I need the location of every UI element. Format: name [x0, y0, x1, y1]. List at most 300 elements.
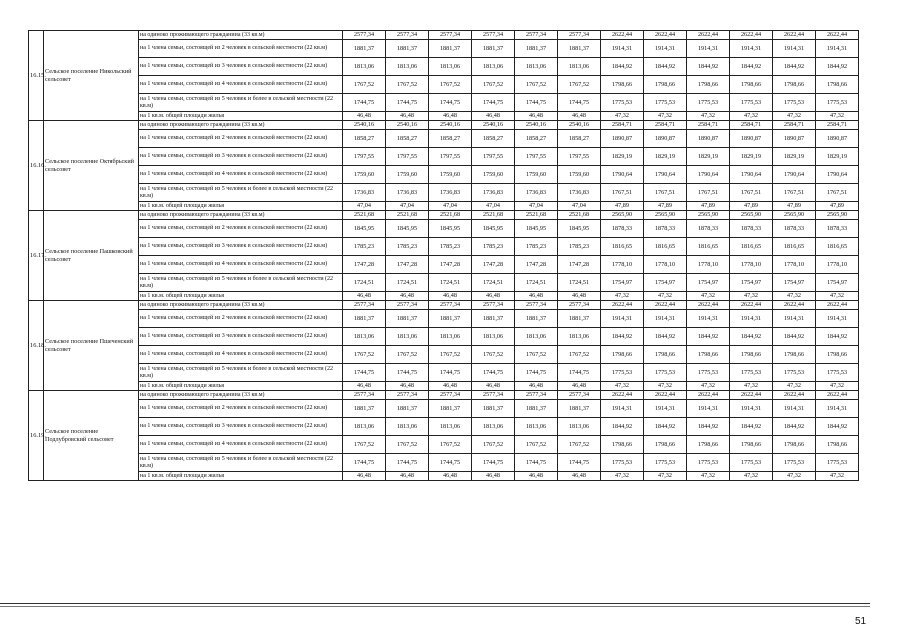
value-cell: 1744,75: [386, 364, 429, 382]
value-cell: 1775,53: [644, 94, 687, 112]
value-cell: 1914,31: [644, 400, 687, 418]
table-row: [29, 301, 859, 310]
value-cell: 2521,68: [343, 211, 386, 220]
value-cell: 1759,60: [515, 166, 558, 184]
value-cell: 1767,51: [773, 184, 816, 202]
table-row: [29, 31, 859, 40]
page-number: 51: [855, 616, 867, 627]
value-cell: 2521,68: [472, 211, 515, 220]
value-cell: 47,32: [644, 112, 687, 121]
table-row: [29, 76, 859, 94]
value-cell: 46,48: [343, 472, 386, 481]
value-cell: 46,48: [558, 472, 601, 481]
table-row: [29, 112, 859, 121]
value-cell: 2622,44: [816, 301, 859, 310]
value-cell: 2622,44: [644, 391, 687, 400]
value-cell: 1845,95: [558, 220, 601, 238]
value-cell: 1844,92: [773, 418, 816, 436]
value-cell: 47,32: [601, 382, 644, 391]
value-cell: 2577,34: [429, 301, 472, 310]
value-cell: 2584,71: [773, 121, 816, 130]
value-cell: 1858,27: [343, 130, 386, 148]
value-cell: 1744,75: [343, 364, 386, 382]
value-cell: 47,32: [644, 292, 687, 301]
value-cell: 2622,44: [644, 301, 687, 310]
row-description: на 1 члена семьи, состоящей из 5 человек и более в сельской местности (22 кв.м): [139, 94, 343, 112]
value-cell: 47,04: [515, 202, 558, 211]
value-cell: 1914,31: [687, 400, 730, 418]
value-cell: 1767,52: [515, 346, 558, 364]
value-cell: 1813,06: [386, 328, 429, 346]
value-cell: 1775,53: [687, 454, 730, 472]
value-cell: 1767,52: [343, 436, 386, 454]
value-cell: 2565,90: [601, 211, 644, 220]
value-cell: 2622,44: [601, 31, 644, 40]
table-row: [29, 184, 859, 202]
value-cell: 47,32: [816, 112, 859, 121]
value-cell: 1858,27: [558, 130, 601, 148]
value-cell: 1775,53: [730, 94, 773, 112]
value-cell: 1798,66: [730, 346, 773, 364]
value-cell: 2577,34: [429, 31, 472, 40]
table-row: [29, 256, 859, 274]
value-cell: 1914,31: [730, 310, 773, 328]
value-cell: 2565,90: [773, 211, 816, 220]
value-cell: 2622,44: [730, 301, 773, 310]
value-cell: 1798,66: [644, 436, 687, 454]
value-cell: 2622,44: [816, 391, 859, 400]
value-cell: 1845,95: [343, 220, 386, 238]
value-cell: 1790,64: [730, 166, 773, 184]
value-cell: 46,48: [429, 112, 472, 121]
value-cell: 1744,75: [472, 94, 515, 112]
value-cell: 1736,83: [558, 184, 601, 202]
value-cell: 1798,66: [773, 436, 816, 454]
value-cell: 1813,06: [558, 58, 601, 76]
value-cell: 1754,97: [730, 274, 773, 292]
value-cell: 1844,92: [816, 58, 859, 76]
value-cell: 1844,92: [687, 328, 730, 346]
value-cell: 1890,87: [687, 130, 730, 148]
value-cell: 1914,31: [773, 400, 816, 418]
value-cell: 1759,60: [472, 166, 515, 184]
value-cell: 1881,37: [429, 40, 472, 58]
value-cell: 1775,53: [601, 364, 644, 382]
value-cell: 1881,37: [558, 310, 601, 328]
value-cell: 1878,33: [644, 220, 687, 238]
value-cell: 1744,75: [429, 94, 472, 112]
value-cell: 46,48: [515, 382, 558, 391]
value-cell: 1798,66: [773, 76, 816, 94]
value-cell: 2622,44: [773, 301, 816, 310]
value-cell: 2577,34: [429, 391, 472, 400]
value-cell: 2622,44: [730, 391, 773, 400]
value-cell: 47,32: [644, 382, 687, 391]
group-index: 16.16.: [29, 121, 44, 211]
row-description: на 1 члена семьи, состоящей из 4 человек в сельской местности (22 кв.м): [139, 346, 343, 364]
value-cell: 1744,75: [515, 454, 558, 472]
page-bottom-rule: [0, 603, 870, 604]
value-cell: 1775,53: [773, 364, 816, 382]
value-cell: 1881,37: [386, 400, 429, 418]
value-cell: 1736,83: [472, 184, 515, 202]
value-cell: 1878,33: [687, 220, 730, 238]
row-description: на 1 члена семьи, состоящей из 5 человек и более в сельской местности (22 кв.м): [139, 184, 343, 202]
value-cell: 1890,87: [601, 130, 644, 148]
value-cell: 47,32: [687, 112, 730, 121]
value-cell: 1798,66: [773, 346, 816, 364]
value-cell: 1778,10: [816, 256, 859, 274]
value-cell: 1744,75: [386, 94, 429, 112]
value-cell: 2622,44: [601, 301, 644, 310]
value-cell: 46,48: [429, 292, 472, 301]
table-row: [29, 202, 859, 211]
value-cell: 1844,92: [644, 328, 687, 346]
value-cell: 2577,34: [343, 391, 386, 400]
value-cell: 1724,51: [515, 274, 558, 292]
value-cell: 47,32: [601, 472, 644, 481]
value-cell: 1775,53: [644, 454, 687, 472]
value-cell: 1813,06: [515, 418, 558, 436]
value-cell: 2565,90: [644, 211, 687, 220]
value-cell: 47,32: [730, 382, 773, 391]
value-cell: 1797,55: [515, 148, 558, 166]
value-cell: 1798,66: [644, 346, 687, 364]
value-cell: 1767,52: [429, 346, 472, 364]
value-cell: 1797,55: [386, 148, 429, 166]
value-cell: 1890,87: [730, 130, 773, 148]
value-cell: 46,48: [429, 472, 472, 481]
value-cell: 47,32: [816, 472, 859, 481]
value-cell: 1785,23: [558, 238, 601, 256]
page-bottom-rule-thin: [0, 606, 870, 607]
value-cell: 1881,37: [472, 400, 515, 418]
value-cell: 1736,83: [515, 184, 558, 202]
value-cell: 1785,23: [515, 238, 558, 256]
value-cell: 1797,55: [558, 148, 601, 166]
value-cell: 1890,87: [773, 130, 816, 148]
value-cell: 2577,34: [386, 391, 429, 400]
value-cell: 1790,64: [644, 166, 687, 184]
value-cell: 1914,31: [601, 400, 644, 418]
value-cell: 2622,44: [773, 31, 816, 40]
value-cell: 47,32: [816, 382, 859, 391]
value-cell: 2622,44: [601, 391, 644, 400]
value-cell: 1881,37: [343, 40, 386, 58]
value-cell: 1724,51: [472, 274, 515, 292]
value-cell: 1744,75: [386, 454, 429, 472]
value-cell: 46,48: [558, 382, 601, 391]
value-cell: 1813,06: [515, 58, 558, 76]
value-cell: 46,48: [343, 112, 386, 121]
table-row: [29, 220, 859, 238]
value-cell: 1790,64: [773, 166, 816, 184]
value-cell: 1798,66: [687, 76, 730, 94]
settlement-name: Сельское поселение Октябрьский сельсовет: [44, 121, 139, 211]
row-description: на 1 члена семьи, состоящей из 3 человек в сельской местности (22 кв.м): [139, 418, 343, 436]
value-cell: 1767,52: [343, 76, 386, 94]
value-cell: 1785,23: [386, 238, 429, 256]
value-cell: 1790,64: [601, 166, 644, 184]
value-cell: 46,48: [472, 292, 515, 301]
row-description: на 1 кв.м. общей площади жилья: [139, 112, 343, 121]
value-cell: 1744,75: [429, 364, 472, 382]
row-description: на 1 кв.м. общей площади жилья: [139, 382, 343, 391]
value-cell: 47,32: [816, 292, 859, 301]
value-cell: 46,48: [472, 112, 515, 121]
value-cell: 1744,75: [343, 94, 386, 112]
value-cell: 1845,95: [429, 220, 472, 238]
value-cell: 47,32: [601, 112, 644, 121]
value-cell: 1767,52: [558, 76, 601, 94]
value-cell: 1767,52: [429, 436, 472, 454]
row-description: на 1 члена семьи, состоящей из 2 человек в сельской местности (22 кв.м): [139, 220, 343, 238]
value-cell: 1798,66: [730, 76, 773, 94]
settlement-name: Сельское поселение Пашковский сельсовет: [44, 211, 139, 301]
table-row: [29, 166, 859, 184]
value-cell: 1829,19: [773, 148, 816, 166]
value-cell: 47,32: [773, 292, 816, 301]
value-cell: 1767,52: [472, 76, 515, 94]
value-cell: 1844,92: [601, 418, 644, 436]
value-cell: 1744,75: [429, 454, 472, 472]
value-cell: 2577,34: [558, 31, 601, 40]
value-cell: 47,32: [773, 382, 816, 391]
value-cell: 47,89: [773, 202, 816, 211]
value-cell: 1775,53: [601, 454, 644, 472]
value-cell: 1813,06: [386, 418, 429, 436]
value-cell: 1844,92: [730, 418, 773, 436]
value-cell: 1798,66: [601, 346, 644, 364]
value-cell: 1778,10: [730, 256, 773, 274]
value-cell: 2584,71: [687, 121, 730, 130]
value-cell: 47,89: [816, 202, 859, 211]
value-cell: 1881,37: [429, 400, 472, 418]
table-row: [29, 121, 859, 130]
value-cell: 2565,90: [816, 211, 859, 220]
value-cell: 1775,53: [730, 364, 773, 382]
row-description: на 1 кв.м. общей площади жилья: [139, 202, 343, 211]
value-cell: 1785,23: [472, 238, 515, 256]
value-cell: 1744,75: [558, 364, 601, 382]
value-cell: 1881,37: [386, 310, 429, 328]
table-row: [29, 130, 859, 148]
value-cell: 1829,19: [816, 148, 859, 166]
value-cell: 1736,83: [429, 184, 472, 202]
value-cell: 1797,55: [429, 148, 472, 166]
value-cell: 47,04: [558, 202, 601, 211]
value-cell: 1845,95: [515, 220, 558, 238]
row-description: на 1 члена семьи, состоящей из 4 человек в сельской местности (22 кв.м): [139, 166, 343, 184]
value-cell: 1767,52: [558, 436, 601, 454]
value-cell: 1914,31: [730, 40, 773, 58]
value-cell: 46,48: [515, 472, 558, 481]
value-cell: 46,48: [343, 292, 386, 301]
row-description: на 1 члена семьи, состоящей из 3 человек в сельской местности (22 кв.м): [139, 328, 343, 346]
value-cell: 1844,92: [687, 58, 730, 76]
value-cell: 1767,52: [429, 76, 472, 94]
value-cell: 1797,55: [472, 148, 515, 166]
value-cell: 1759,60: [343, 166, 386, 184]
value-cell: 2521,68: [386, 211, 429, 220]
value-cell: 1813,06: [515, 328, 558, 346]
value-cell: 2577,34: [343, 31, 386, 40]
value-cell: 46,48: [515, 292, 558, 301]
value-cell: 1767,51: [730, 184, 773, 202]
value-cell: 1767,52: [386, 76, 429, 94]
value-cell: 1778,10: [773, 256, 816, 274]
value-cell: 2521,68: [515, 211, 558, 220]
value-cell: 1914,31: [773, 40, 816, 58]
value-cell: 1767,52: [515, 76, 558, 94]
value-cell: 1881,37: [386, 40, 429, 58]
value-cell: 2540,16: [515, 121, 558, 130]
value-cell: 1858,27: [515, 130, 558, 148]
value-cell: 2577,34: [472, 391, 515, 400]
value-cell: 1724,51: [429, 274, 472, 292]
value-cell: 1813,06: [343, 418, 386, 436]
value-cell: 2584,71: [601, 121, 644, 130]
value-cell: 2622,44: [773, 391, 816, 400]
value-cell: 2577,34: [343, 301, 386, 310]
value-cell: 47,32: [773, 472, 816, 481]
value-cell: 1778,10: [601, 256, 644, 274]
table-row: [29, 310, 859, 328]
value-cell: 1813,06: [386, 58, 429, 76]
value-cell: 2540,16: [558, 121, 601, 130]
value-cell: 1844,92: [773, 58, 816, 76]
value-cell: 2577,34: [515, 31, 558, 40]
value-cell: 1816,65: [644, 238, 687, 256]
table-row: [29, 346, 859, 364]
value-cell: 46,48: [386, 382, 429, 391]
table-row: [29, 274, 859, 292]
table-row: [29, 328, 859, 346]
value-cell: 1844,92: [816, 328, 859, 346]
value-cell: 1890,87: [644, 130, 687, 148]
value-cell: 2577,34: [386, 31, 429, 40]
value-cell: 1778,10: [644, 256, 687, 274]
row-description: на 1 члена семьи, состоящей из 5 человек и более в сельской местности (22 кв.м): [139, 454, 343, 472]
row-description: на одиноко проживающего гражданина (33 кв.м): [139, 391, 343, 400]
value-cell: 1844,92: [773, 328, 816, 346]
value-cell: 1744,75: [515, 364, 558, 382]
row-description: на 1 члена семьи, состоящей из 2 человек в сельской местности (22 кв.м): [139, 310, 343, 328]
value-cell: 1775,53: [644, 364, 687, 382]
value-cell: 1878,33: [773, 220, 816, 238]
value-cell: 2622,44: [687, 391, 730, 400]
value-cell: 1775,53: [687, 94, 730, 112]
tariff-table: [28, 30, 859, 481]
value-cell: 1775,53: [773, 454, 816, 472]
row-description: на 1 члена семьи, состоящей из 5 человек и более в сельской местности (22 кв.м): [139, 274, 343, 292]
value-cell: 1798,66: [644, 76, 687, 94]
value-cell: 1744,75: [515, 94, 558, 112]
value-cell: 1798,66: [816, 346, 859, 364]
row-description: на 1 члена семьи, состоящей из 3 человек в сельской местности (22 кв.м): [139, 58, 343, 76]
value-cell: 1813,06: [558, 328, 601, 346]
value-cell: 1775,53: [687, 364, 730, 382]
value-cell: 1844,92: [644, 418, 687, 436]
table-row: [29, 94, 859, 112]
value-cell: 2521,68: [429, 211, 472, 220]
value-cell: 1759,60: [386, 166, 429, 184]
value-cell: 2577,34: [386, 301, 429, 310]
value-cell: 1724,51: [343, 274, 386, 292]
table-row: [29, 436, 859, 454]
value-cell: 2584,71: [644, 121, 687, 130]
value-cell: 1844,92: [816, 418, 859, 436]
row-description: на 1 кв.м. общей площади жилья: [139, 472, 343, 481]
table-row: [29, 364, 859, 382]
value-cell: 1767,51: [644, 184, 687, 202]
value-cell: 1881,37: [515, 400, 558, 418]
row-description: на одиноко проживающего гражданина (33 кв.м): [139, 301, 343, 310]
value-cell: 1767,51: [816, 184, 859, 202]
value-cell: 2577,34: [515, 301, 558, 310]
value-cell: 47,04: [386, 202, 429, 211]
value-cell: 1890,87: [816, 130, 859, 148]
value-cell: 1813,06: [429, 58, 472, 76]
table-row: [29, 391, 859, 400]
value-cell: 1914,31: [730, 400, 773, 418]
row-description: на 1 члена семьи, состоящей из 2 человек в сельской местности (22 кв.м): [139, 400, 343, 418]
value-cell: 2577,34: [558, 391, 601, 400]
value-cell: 1724,51: [558, 274, 601, 292]
value-cell: 46,48: [386, 472, 429, 481]
value-cell: 2540,16: [429, 121, 472, 130]
value-cell: 1844,92: [601, 58, 644, 76]
value-cell: 1813,06: [472, 328, 515, 346]
value-cell: 1881,37: [429, 310, 472, 328]
value-cell: 46,48: [515, 112, 558, 121]
row-description: на 1 члена семьи, состоящей из 3 человек в сельской местности (22 кв.м): [139, 148, 343, 166]
value-cell: 1785,23: [343, 238, 386, 256]
value-cell: 1744,75: [472, 454, 515, 472]
value-cell: 1813,06: [472, 58, 515, 76]
value-cell: 1797,55: [343, 148, 386, 166]
value-cell: 1747,28: [343, 256, 386, 274]
table-row: [29, 382, 859, 391]
value-cell: 2622,44: [816, 31, 859, 40]
settlement-name: Сельское поселение Пшеченский сельсовет: [44, 301, 139, 391]
value-cell: 1798,66: [730, 436, 773, 454]
value-cell: 2584,71: [816, 121, 859, 130]
table-row: [29, 472, 859, 481]
value-cell: 2521,68: [558, 211, 601, 220]
value-cell: 1813,06: [429, 328, 472, 346]
value-cell: 1798,66: [816, 436, 859, 454]
value-cell: 47,32: [687, 472, 730, 481]
value-cell: 1914,31: [644, 40, 687, 58]
value-cell: 1775,53: [816, 94, 859, 112]
table-row: [29, 400, 859, 418]
value-cell: 1914,31: [816, 310, 859, 328]
table-row: [29, 58, 859, 76]
value-cell: 1747,28: [472, 256, 515, 274]
value-cell: 1767,52: [558, 346, 601, 364]
value-cell: 1747,28: [515, 256, 558, 274]
value-cell: 47,32: [687, 292, 730, 301]
value-cell: 1785,23: [429, 238, 472, 256]
value-cell: 1767,52: [515, 436, 558, 454]
value-cell: 1844,92: [687, 418, 730, 436]
row-description: на одиноко проживающего гражданина (33 кв.м): [139, 121, 343, 130]
value-cell: 1914,31: [816, 40, 859, 58]
value-cell: 46,48: [429, 382, 472, 391]
value-cell: 46,48: [472, 382, 515, 391]
value-cell: 1878,33: [601, 220, 644, 238]
